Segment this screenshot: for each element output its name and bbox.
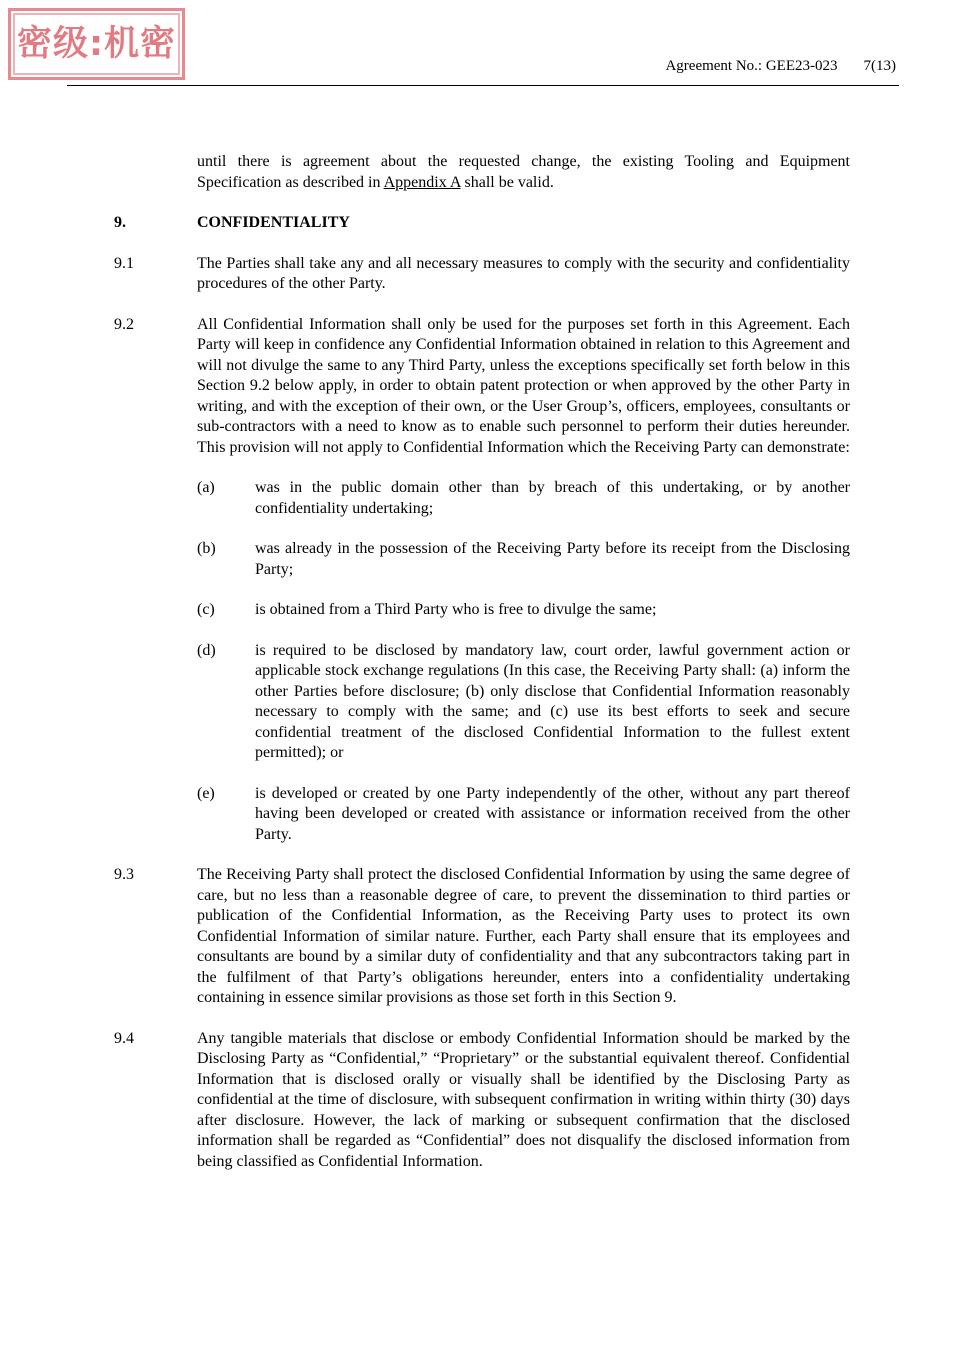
clause-text: The Parties shall take any and all necessary measures to comply with the security and confidentiality procedures of the other Party. bbox=[197, 254, 850, 292]
exception-item-d: (d) is required to be disclosed by mandatory law, court order, lawful government action or applicable stock exchange regulations (In this case, the Receiving Party shall: (a) inform the other Parties before disclosure; (b) only disclose that Confidential Information reasonably necessary to comply with the same; and (c) use its best efforts to seek and secure confidential treatment of the disclosed Confidential Information to the fullest extent permitted); or bbox=[197, 641, 850, 761]
section-title: CONFIDENTIALITY bbox=[197, 214, 350, 231]
exception-item-c: (c) is obtained from a Third Party who is free to divulge the same; bbox=[197, 601, 657, 618]
clause-text: The Receiving Party shall protect the disclosed Confidential Information by using the same degree of care, but no less than a reasonable degree of care, to prevent the dissemination to third parties or publication of the Confidential Information, as the Receiving Party uses to protect its own Confidential Information of similar nature. Further, each Party shall ensure that its employees and consultants are bound by a similar duty of confidentiality and that any subcontractors taking part in the fulfilment of that Party’s obligations hereunder, enters into a confidentiality undertaking containing in essence similar provisions as those set forth in this Section 9. bbox=[197, 866, 850, 1006]
confidential-stamp: 密级:机密 bbox=[8, 8, 185, 80]
clause-9-3 bbox=[114, 865, 850, 1009]
page-number: 7(13) bbox=[863, 58, 896, 74]
header-rule bbox=[67, 85, 899, 86]
agreement-number: Agreement No.: GEE23-023 bbox=[665, 58, 838, 74]
clause-text: All Confidential Information shall only be used for the purposes set forth in this Agreement. Each Party will keep in confidence any Confidential Information obtained in relation to this Agreement and will not divulge the same to any Third Party, unless the exceptions specifically set forth below in this Section 9.2 below apply, in order to obtain patent protection or when approved by the other Party in writing, and with the exception of their own, or the User Group’s, officers, employees, consultants or sub-contractors with a need to know as to enable such personnel to perform their duties hereunder. This provision will not apply to Confidential Information which the Receiving Party can demonstrate: bbox=[197, 315, 850, 456]
document-body bbox=[114, 152, 850, 1192]
clause-9-1 bbox=[114, 254, 850, 295]
clause-number: 9.3 bbox=[114, 866, 134, 883]
clause-number: 9.2 bbox=[114, 315, 134, 333]
appendix-a-link[interactable]: Appendix A bbox=[383, 173, 461, 191]
page-header bbox=[665, 58, 896, 75]
clause-9-2 bbox=[114, 315, 850, 459]
clause-text: Any tangible materials that disclose or embody Confidential Information should be marked by the Disclosing Party as “Confidential,” “Proprietary” or the substantial equivalent thereof. Confidential Information that is disclosed orally or visually shall be identified by the Disclosing Party as confidential at the time of disclosure, with subsequent confirmation in writing within thirty (30) days after disclosure. However, the lack of marking or subsequent confirmation that the disclosed information shall be regarded as “Confidential” does not disqualify the disclosed information from being classified as Confidential Information. bbox=[197, 1029, 850, 1170]
exception-item-e: (e) is developed or created by one Party independently of the other, without any part thereof having been developed or created with assistance or information received from the other Party. bbox=[197, 784, 850, 843]
exception-item-b: (b) was already in the possession of the Receiving Party before its receipt from the Disclosing Party; bbox=[197, 540, 850, 578]
clause-number: 9.1 bbox=[114, 254, 134, 272]
section-heading bbox=[114, 213, 850, 234]
exception-item-a: (a) was in the public domain other than by breach of this undertaking, or by another confidentiality undertaking; bbox=[197, 479, 850, 517]
clause-9-4 bbox=[114, 1029, 850, 1173]
clause-number: 9.4 bbox=[114, 1029, 134, 1047]
continuation-paragraph: until there is agreement about the requested change, the existing Tooling and Equipment Specification as described in Appendix A shall be valid. bbox=[197, 153, 850, 191]
section-number: 9. bbox=[114, 214, 126, 231]
exception-list bbox=[114, 478, 850, 845]
